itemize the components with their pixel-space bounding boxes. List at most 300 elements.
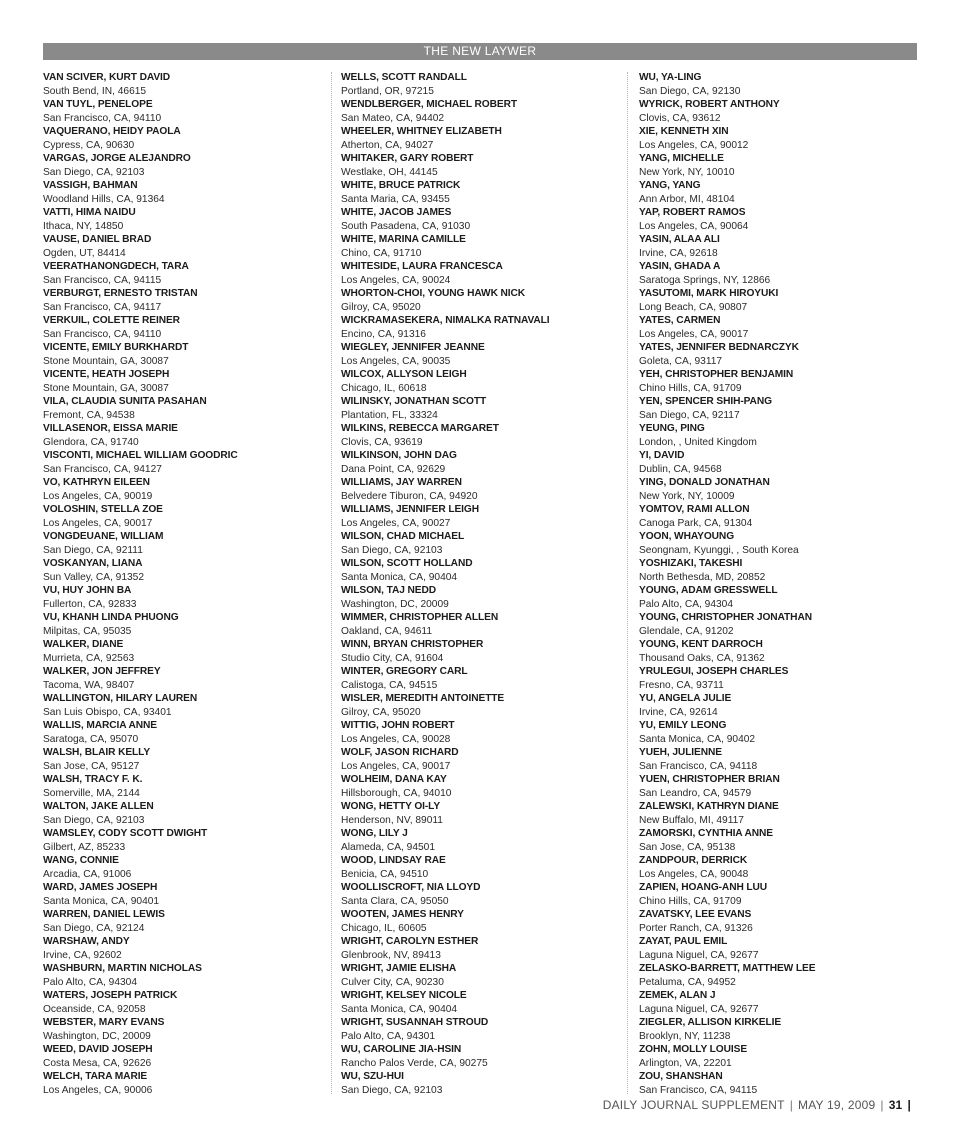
attorney-name: VARGAS, JORGE ALEJANDRO	[43, 153, 191, 164]
directory-entry	[43, 935, 323, 962]
attorney-location: Plantation, FL, 33324	[341, 409, 438, 421]
directory-entry	[341, 557, 621, 584]
directory-entry	[341, 908, 621, 935]
directory-entry	[639, 908, 919, 935]
attorney-location: San Jose, CA, 95138	[639, 841, 736, 853]
attorney-name: YOON, WHAYOUNG	[639, 531, 735, 542]
attorney-name: YI, DAVID	[639, 450, 685, 461]
directory-entry	[341, 935, 621, 962]
attorney-location: San Luis Obispo, CA, 93401	[43, 706, 172, 718]
attorney-name: ZAPIEN, HOANG-ANH LUU	[639, 882, 768, 893]
page-number: 31	[888, 1098, 903, 1112]
attorney-location: Los Angeles, CA, 90012	[639, 139, 749, 151]
attorney-location: Fremont, CA, 94538	[43, 409, 135, 421]
directory-entry	[639, 530, 919, 557]
directory-entry	[341, 530, 621, 557]
attorney-name: YUEH, JULIENNE	[639, 747, 722, 758]
attorney-name: WANG, CONNIE	[43, 855, 119, 866]
attorney-name: WRIGHT, SUSANNAH STROUD	[341, 1017, 489, 1028]
attorney-name: WELCH, TARA MARIE	[43, 1071, 148, 1082]
attorney-location: Studio City, CA, 91604	[341, 652, 444, 664]
directory-entry	[341, 449, 621, 476]
attorney-location: Arcadia, CA, 91006	[43, 868, 132, 880]
attorney-name: YATES, JENNIFER BEDNARCZYK	[639, 342, 799, 353]
directory-entry	[639, 827, 919, 854]
attorney-location: Hillsborough, CA, 94010	[341, 787, 452, 799]
attorney-location: San Diego, CA, 92103	[341, 544, 443, 556]
attorney-name: YU, ANGELA JULIE	[639, 693, 732, 704]
attorney-name: ZAVATSKY, LEE EVANS	[639, 909, 752, 920]
directory-entry	[639, 692, 919, 719]
attorney-name: VILA, CLAUDIA SUNITA PASAHAN	[43, 396, 207, 407]
directory-entry	[43, 71, 323, 98]
attorney-location: Irvine, CA, 92618	[639, 247, 718, 259]
attorney-name: WILSON, SCOTT HOLLAND	[341, 558, 473, 569]
attorney-name: VISCONTI, MICHAEL WILLIAM GOODRIC	[43, 450, 238, 461]
attorney-name: YASIN, GHADA A	[639, 261, 721, 272]
attorney-location: San Francisco, CA, 94117	[43, 301, 162, 313]
attorney-name: VEERATHANONGDECH, TARA	[43, 261, 189, 272]
directory-entry	[43, 584, 323, 611]
directory-entry	[639, 206, 919, 233]
directory-entry	[639, 935, 919, 962]
directory-entry	[43, 98, 323, 125]
attorney-location: Rancho Palos Verde, CA, 90275	[341, 1057, 488, 1069]
attorney-location: Los Angeles, CA, 90048	[639, 868, 749, 880]
attorney-location: Palo Alto, CA, 94301	[341, 1030, 436, 1042]
attorney-location: Portland, OR, 97215	[341, 85, 434, 97]
directory-entry	[341, 638, 621, 665]
footer-end-mark: |	[907, 1098, 911, 1112]
directory-entry	[639, 557, 919, 584]
directory-entry	[341, 1043, 621, 1070]
attorney-name: YANG, YANG	[639, 180, 701, 191]
attorney-location: San Diego, CA, 92111	[43, 544, 143, 556]
attorney-name: WIMMER, CHRISTOPHER ALLEN	[341, 612, 499, 623]
attorney-name: YEH, CHRISTOPHER BENJAMIN	[639, 369, 794, 380]
directory-entry	[43, 773, 323, 800]
attorney-name: WOOTEN, JAMES HENRY	[341, 909, 464, 920]
attorney-name: WARSHAW, ANDY	[43, 936, 130, 947]
attorney-name: YU, EMILY LEONG	[639, 720, 727, 731]
attorney-name: WOLHEIM, DANA KAY	[341, 774, 447, 785]
attorney-location: San Diego, CA, 92124	[43, 922, 145, 934]
directory-entry	[639, 854, 919, 881]
attorney-location: Alameda, CA, 94501	[341, 841, 436, 853]
attorney-name: WILINSKY, JONATHAN SCOTT	[341, 396, 487, 407]
attorney-name: WOOLLISCROFT, NIA LLOYD	[341, 882, 481, 893]
attorney-location: Milpitas, CA, 95035	[43, 625, 132, 637]
attorney-location: San Diego, CA, 92117	[639, 409, 740, 421]
directory-column-2	[341, 71, 621, 1097]
directory-entry	[43, 557, 323, 584]
directory-entry	[341, 71, 621, 98]
attorney-location: Chino Hills, CA, 91709	[639, 382, 742, 394]
directory-entry	[639, 503, 919, 530]
attorney-name: WHITE, BRUCE PATRICK	[341, 180, 461, 191]
attorney-location: Encino, CA, 91316	[341, 328, 426, 340]
attorney-location: Ann Arbor, MI, 48104	[639, 193, 735, 205]
directory-entry	[341, 1016, 621, 1043]
attorney-name: WICKRAMASEKERA, NIMALKA RATNAVALI	[341, 315, 550, 326]
directory-entry	[43, 692, 323, 719]
directory-entry	[639, 287, 919, 314]
directory-entry	[639, 719, 919, 746]
attorney-name: WALLIS, MARCIA ANNE	[43, 720, 157, 731]
attorney-location: San Francisco, CA, 94115	[639, 1084, 758, 1096]
attorney-location: Washington, DC, 20009	[341, 598, 449, 610]
directory-entry	[639, 773, 919, 800]
attorney-location: Palo Alto, CA, 94304	[639, 598, 734, 610]
directory-entry	[43, 314, 323, 341]
column-divider	[331, 72, 332, 1094]
directory-entry	[341, 341, 621, 368]
attorney-name: VASSIGH, BAHMAN	[43, 180, 138, 191]
attorney-location: San Jose, CA, 95127	[43, 760, 140, 772]
attorney-location: San Diego, CA, 92103	[43, 814, 145, 826]
directory-entry	[341, 665, 621, 692]
directory-entry	[639, 71, 919, 98]
directory-entry	[43, 503, 323, 530]
directory-entry	[43, 287, 323, 314]
attorney-name: ZALEWSKI, KATHRYN DIANE	[639, 801, 779, 812]
directory-column-3	[639, 71, 919, 1097]
attorney-location: San Diego, CA, 92103	[341, 1084, 443, 1096]
attorney-location: Stone Mountain, GA, 30087	[43, 355, 169, 367]
attorney-name: WHITE, JACOB JAMES	[341, 207, 452, 218]
directory-entry	[639, 638, 919, 665]
attorney-name: YOUNG, CHRISTOPHER JONATHAN	[639, 612, 812, 623]
directory-entry	[43, 1043, 323, 1070]
attorney-location: Seongnam, Kyunggi, , South Korea	[639, 544, 799, 556]
page-footer	[603, 1098, 916, 1112]
directory-entry	[341, 503, 621, 530]
directory-entry	[43, 179, 323, 206]
directory-entry	[341, 206, 621, 233]
attorney-name: WITTIG, JOHN ROBERT	[341, 720, 455, 731]
attorney-location: Los Angeles, CA, 90035	[341, 355, 451, 367]
attorney-name: WATERS, JOSEPH PATRICK	[43, 990, 178, 1001]
attorney-name: VICENTE, EMILY BURKHARDT	[43, 342, 189, 353]
directory-entry	[639, 476, 919, 503]
attorney-location: Petaluma, CA, 94952	[639, 976, 736, 988]
attorney-name: VONGDEUANE, WILLIAM	[43, 531, 164, 542]
attorney-name: WASHBURN, MARTIN NICHOLAS	[43, 963, 202, 974]
section-header	[43, 43, 917, 60]
directory-entry	[341, 827, 621, 854]
directory-entry	[639, 260, 919, 287]
directory-entry	[639, 989, 919, 1016]
directory-entry	[43, 989, 323, 1016]
attorney-location: San Francisco, CA, 94127	[43, 463, 162, 475]
attorney-name: WILLIAMS, JAY WARREN	[341, 477, 462, 488]
attorney-location: Ithaca, NY, 14850	[43, 220, 124, 232]
directory-entry	[639, 800, 919, 827]
attorney-name: VO, KATHRYN EILEEN	[43, 477, 150, 488]
attorney-name: VAN TUYL, PENELOPE	[43, 99, 153, 110]
attorney-location: London, , United Kingdom	[639, 436, 757, 448]
attorney-name: WIEGLEY, JENNIFER JEANNE	[341, 342, 485, 353]
directory-entry	[341, 692, 621, 719]
footer-separator: |	[880, 1098, 884, 1112]
attorney-name: WILKINS, REBECCA MARGARET	[341, 423, 499, 434]
directory-entry	[639, 125, 919, 152]
attorney-location: Los Angeles, CA, 90017	[341, 760, 451, 772]
attorney-name: WHITAKER, GARY ROBERT	[341, 153, 474, 164]
directory-entry	[639, 881, 919, 908]
attorney-name: YING, DONALD JONATHAN	[639, 477, 770, 488]
attorney-name: VAQUERANO, HEIDY PAOLA	[43, 126, 181, 137]
issue-date: MAY 19, 2009	[798, 1098, 876, 1112]
attorney-name: YOUNG, ADAM GRESSWELL	[639, 585, 778, 596]
attorney-name: YUEN, CHRISTOPHER BRIAN	[639, 774, 780, 785]
attorney-location: Ogden, UT, 84414	[43, 247, 126, 259]
attorney-location: San Francisco, CA, 94118	[639, 760, 758, 772]
attorney-location: Glenbrook, NV, 89413	[341, 949, 441, 961]
attorney-location: Chino, CA, 91710	[341, 247, 422, 259]
attorney-location: Long Beach, CA, 90807	[639, 301, 748, 313]
attorney-name: YASIN, ALAA ALI	[639, 234, 720, 245]
directory-entry	[43, 854, 323, 881]
attorney-location: Culver City, CA, 90230	[341, 976, 444, 988]
directory-entry	[43, 449, 323, 476]
attorney-name: WALKER, DIANE	[43, 639, 124, 650]
attorney-name: ZAYAT, PAUL EMIL	[639, 936, 728, 947]
attorney-name: WALSH, BLAIR KELLY	[43, 747, 151, 758]
attorney-name: YATES, CARMEN	[639, 315, 721, 326]
attorney-name: WARD, JAMES JOSEPH	[43, 882, 158, 893]
attorney-location: Gilroy, CA, 95020	[341, 301, 421, 313]
attorney-location: Murrieta, CA, 92563	[43, 652, 135, 664]
directory-entry	[341, 179, 621, 206]
attorney-name: VOLOSHIN, STELLA ZOE	[43, 504, 163, 515]
attorney-location: Arlington, VA, 22201	[639, 1057, 732, 1069]
attorney-name: YRULEGUI, JOSEPH CHARLES	[639, 666, 789, 677]
attorney-location: Calistoga, CA, 94515	[341, 679, 438, 691]
attorney-location: Glendale, CA, 91202	[639, 625, 734, 637]
attorney-name: WRIGHT, KELSEY NICOLE	[341, 990, 467, 1001]
attorney-name: WENDLBERGER, MICHAEL ROBERT	[341, 99, 517, 110]
attorney-location: New York, NY, 10010	[639, 166, 735, 178]
attorney-location: Chino Hills, CA, 91709	[639, 895, 742, 907]
attorney-name: VATTI, HIMA NAIDU	[43, 207, 136, 218]
attorney-location: Los Angeles, CA, 90027	[341, 517, 451, 529]
attorney-name: YEN, SPENCER SHIH-PANG	[639, 396, 772, 407]
attorney-name: WHEELER, WHITNEY ELIZABETH	[341, 126, 502, 137]
attorney-name: YEUNG, PING	[639, 423, 705, 434]
attorney-location: Henderson, NV, 89011	[341, 814, 443, 826]
attorney-name: VOSKANYAN, LIANA	[43, 558, 143, 569]
directory-column-1	[43, 71, 323, 1097]
attorney-name: YOSHIZAKI, TAKESHI	[639, 558, 743, 569]
directory-entry	[43, 719, 323, 746]
directory-entry	[341, 422, 621, 449]
attorney-name: YOUNG, KENT DARROCH	[639, 639, 763, 650]
attorney-location: Clovis, CA, 93619	[341, 436, 423, 448]
attorney-name: YASUTOMI, MARK HIROYUKI	[639, 288, 779, 299]
directory-entry	[639, 1043, 919, 1070]
attorney-name: WALSH, TRACY F. K.	[43, 774, 143, 785]
attorney-location: Brooklyn, NY, 11238	[639, 1030, 731, 1042]
directory-entry	[639, 584, 919, 611]
directory-entry	[341, 584, 621, 611]
attorney-name: WISLER, MEREDITH ANTOINETTE	[341, 693, 505, 704]
directory-entry	[43, 125, 323, 152]
directory-entry	[43, 476, 323, 503]
directory-entry	[639, 341, 919, 368]
attorney-location: Porter Ranch, CA, 91326	[639, 922, 753, 934]
directory-entry	[43, 881, 323, 908]
directory-entry	[341, 395, 621, 422]
attorney-name: WALTON, JAKE ALLEN	[43, 801, 154, 812]
attorney-location: Costa Mesa, CA, 92626	[43, 1057, 152, 1069]
attorney-location: South Bend, IN, 46615	[43, 85, 147, 97]
attorney-location: Fullerton, CA, 92833	[43, 598, 137, 610]
attorney-name: WOOD, LINDSAY RAE	[341, 855, 446, 866]
attorney-name: ZIEGLER, ALLISON KIRKELIE	[639, 1017, 782, 1028]
directory-entry	[341, 287, 621, 314]
directory-entry	[43, 638, 323, 665]
directory-entry	[639, 395, 919, 422]
attorney-name: WYRICK, ROBERT ANTHONY	[639, 99, 780, 110]
directory-entry	[639, 179, 919, 206]
attorney-name: VERBURGT, ERNESTO TRISTAN	[43, 288, 198, 299]
attorney-location: San Diego, CA, 92130	[639, 85, 741, 97]
attorney-location: Benicia, CA, 94510	[341, 868, 429, 880]
directory-entry	[43, 422, 323, 449]
attorney-location: Santa Monica, CA, 90404	[341, 571, 458, 583]
directory-entry	[639, 314, 919, 341]
attorney-name: WU, YA-LING	[639, 72, 702, 83]
directory-entry	[341, 368, 621, 395]
attorney-location: Irvine, CA, 92614	[639, 706, 718, 718]
attorney-location: Los Angeles, CA, 90017	[43, 517, 153, 529]
directory-entry	[639, 962, 919, 989]
directory-entry	[341, 1070, 621, 1097]
attorney-name: WONG, LILY J	[341, 828, 408, 839]
directory-entry	[341, 260, 621, 287]
attorney-name: WINTER, GREGORY CARL	[341, 666, 468, 677]
attorney-name: YAP, ROBERT RAMOS	[639, 207, 746, 218]
attorney-location: Los Angeles, CA, 90028	[341, 733, 451, 745]
directory-entry	[43, 233, 323, 260]
attorney-name: VAN SCIVER, KURT DAVID	[43, 72, 171, 83]
attorney-location: Woodland Hills, CA, 91364	[43, 193, 165, 205]
attorney-name: VERKUIL, COLETTE REINER	[43, 315, 180, 326]
directory-entry	[639, 1070, 919, 1097]
attorney-location: Los Angeles, CA, 90064	[639, 220, 749, 232]
attorney-location: Chicago, IL, 60605	[341, 922, 427, 934]
directory-entry	[43, 341, 323, 368]
attorney-name: WILLIAMS, JENNIFER LEIGH	[341, 504, 479, 515]
column-divider	[627, 72, 628, 1094]
attorney-name: YOMTOV, RAMI ALLON	[639, 504, 750, 515]
directory-entry	[341, 125, 621, 152]
directory-entry	[639, 152, 919, 179]
directory-entry	[341, 611, 621, 638]
attorney-location: Santa Maria, CA, 93455	[341, 193, 450, 205]
attorney-name: WEED, DAVID JOSEPH	[43, 1044, 153, 1055]
directory-entry	[341, 476, 621, 503]
attorney-name: WILCOX, ALLYSON LEIGH	[341, 369, 467, 380]
directory-entry	[43, 368, 323, 395]
directory-entry	[43, 530, 323, 557]
attorney-name: WALKER, JON JEFFREY	[43, 666, 161, 677]
attorney-name: WELLS, SCOTT RANDALL	[341, 72, 467, 83]
attorney-location: San Francisco, CA, 94115	[43, 274, 162, 286]
attorney-name: VU, HUY JOHN BA	[43, 585, 132, 596]
attorney-location: Los Angeles, CA, 90006	[43, 1084, 153, 1096]
attorney-name: ZOU, SHANSHAN	[639, 1071, 723, 1082]
attorney-location: Thousand Oaks, CA, 91362	[639, 652, 765, 664]
attorney-location: Atherton, CA, 94027	[341, 139, 434, 151]
attorney-location: New York, NY, 10009	[639, 490, 735, 502]
attorney-name: WILSON, CHAD MICHAEL	[341, 531, 465, 542]
attorney-name: ZOHN, MOLLY LOUISE	[639, 1044, 748, 1055]
attorney-location: Stone Mountain, GA, 30087	[43, 382, 169, 394]
directory-entry	[639, 611, 919, 638]
directory-entry	[341, 746, 621, 773]
directory-entry	[43, 611, 323, 638]
attorney-name: VU, KHANH LINDA PHUONG	[43, 612, 179, 623]
directory-entry	[43, 827, 323, 854]
attorney-name: WILSON, TAJ NEDD	[341, 585, 436, 596]
attorney-name: WHITESIDE, LAURA FRANCESCA	[341, 261, 503, 272]
attorney-location: Somerville, MA, 2144	[43, 787, 140, 799]
directory-entry	[43, 395, 323, 422]
directory-entry	[43, 800, 323, 827]
attorney-location: Los Angeles, CA, 90024	[341, 274, 451, 286]
attorney-location: Saratoga, CA, 95070	[43, 733, 139, 745]
directory-entry	[639, 449, 919, 476]
attorney-name: VAUSE, DANIEL BRAD	[43, 234, 152, 245]
attorney-location: Westlake, OH, 44145	[341, 166, 438, 178]
attorney-name: WHORTON-CHOI, YOUNG HAWK NICK	[341, 288, 526, 299]
attorney-location: Glendora, CA, 91740	[43, 436, 139, 448]
attorney-name: XIE, KENNETH XIN	[639, 126, 729, 137]
attorney-location: Palo Alto, CA, 94304	[43, 976, 138, 988]
attorney-name: WHITE, MARINA CAMILLE	[341, 234, 466, 245]
attorney-location: New Buffalo, MI, 49117	[639, 814, 744, 826]
directory-entry	[341, 233, 621, 260]
attorney-location: Dublin, CA, 94568	[639, 463, 722, 475]
directory-entry	[341, 881, 621, 908]
directory-entry	[341, 773, 621, 800]
attorney-location: Dana Point, CA, 92629	[341, 463, 446, 475]
attorney-name: WARREN, DANIEL LEWIS	[43, 909, 165, 920]
directory-entry	[341, 962, 621, 989]
directory-entry	[639, 1016, 919, 1043]
directory-entry	[341, 989, 621, 1016]
attorney-location: Saratoga Springs, NY, 12866	[639, 274, 771, 286]
directory-entry	[341, 800, 621, 827]
attorney-name: ZANDPOUR, DERRICK	[639, 855, 748, 866]
directory-entry	[639, 98, 919, 125]
directory-entry	[43, 206, 323, 233]
directory-entry	[43, 746, 323, 773]
attorney-name: ZAMORSKI, CYNTHIA ANNE	[639, 828, 774, 839]
directory-entry	[43, 665, 323, 692]
attorney-location: Fresno, CA, 93711	[639, 679, 724, 691]
directory-entry	[43, 962, 323, 989]
attorney-name: WU, CAROLINE JIA-HSIN	[341, 1044, 462, 1055]
attorney-location: San Francisco, CA, 94110	[43, 328, 162, 340]
directory-entry	[639, 746, 919, 773]
attorney-location: Sun Valley, CA, 91352	[43, 571, 144, 583]
directory-entry	[43, 908, 323, 935]
attorney-location: Canoga Park, CA, 91304	[639, 517, 753, 529]
directory-entry	[341, 98, 621, 125]
